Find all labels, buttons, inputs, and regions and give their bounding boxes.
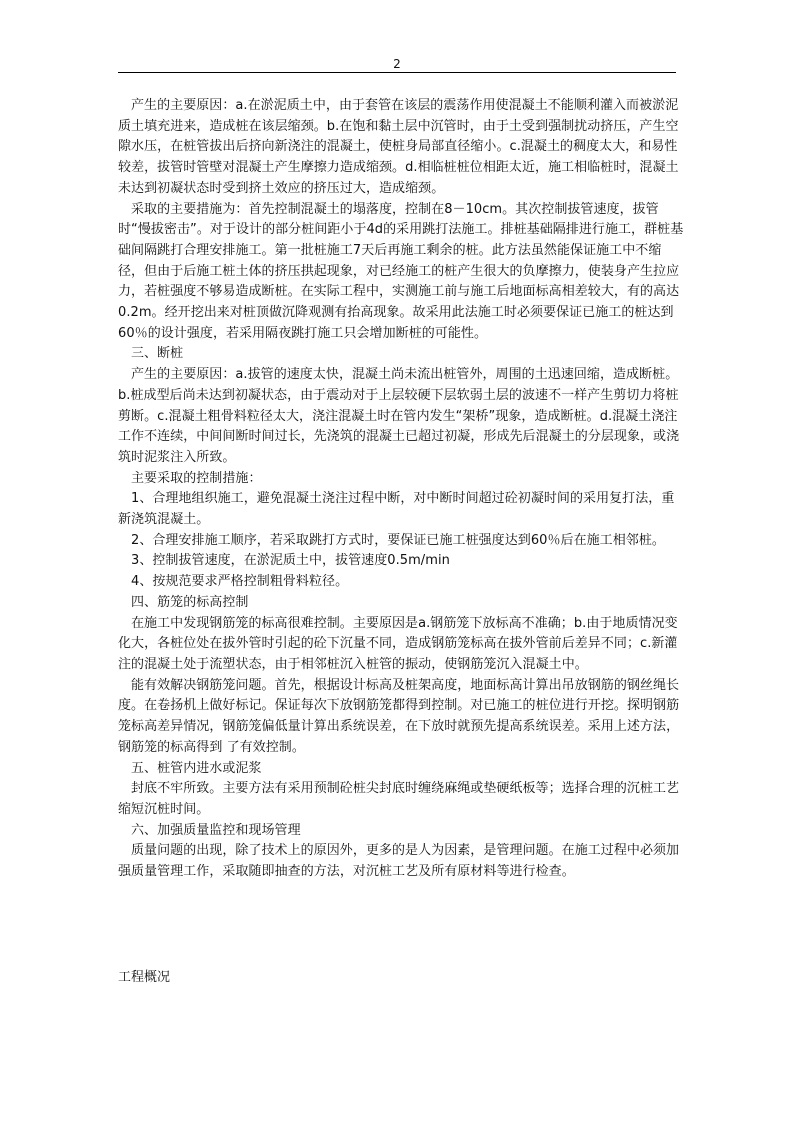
list-item-measure-2: 2、合理安排施工顺序，若采取跳打方式时，要保证已施工桩强度达到60％后在施工相邻桩。: [131, 532, 665, 548]
section-heading-water-mud: 五、桩管内进水或泥浆: [131, 760, 262, 776]
section-heading-quality-management: 六、加强质量监控和现场管理: [131, 822, 301, 838]
paragraph-control-measures-title: 主要采取的控制措施：: [131, 470, 262, 486]
paragraph-cause-broken-pile: 产生的主要原因：a.拔管的速度太快，混凝土尚未流出桩管外，周围的土迅速回缩，造成断桩。b.桩成型后尚未达到初凝状态，由于震动对于上层较硬下层软弱土层的波速不一样产生剪切力将桩剪断。c.混凝土粗骨料粒径太大，浇注混凝土时在管内发生“架桥”现象，造成断桩。d.混凝土浇注工作不连续，中间间断时间过长，先浇筑的混凝土已超过初凝，形成先后混凝土的分层现象，或浇筑时泥浆注入所致。: [118, 367, 680, 465]
list-item-measure-1: 1、合理地组织施工，避免混凝土浇注过程中断，对中断时间超过砼初凝时间的采用复打法，重新浇筑混凝土。: [118, 491, 675, 528]
list-item-measure-4: 4、按规范要求严格控制粗骨料粒径。: [131, 574, 349, 590]
list-item-measure-3: 3、控制拔管速度，在淤泥质土中，拔管速度0.5m/min: [131, 553, 450, 569]
footer-heading: 工程概况: [118, 970, 171, 985]
paragraph-cage-elevation-solution: 能有效解决钢筋笼问题。首先，根据设计标高及桩架高度，地面标高计算出吊放钢筋的钢丝绳长度。在卷扬机上做好标记。保证每次下放钢筋笼都得到控制。对已施工的桩位进行开挖。探明钢筋笼标高差异情况，钢筋笼偏低量计算出系统误差，在下放时就预先提高系统误差。采用上述方法，钢筋笼的标高得到 了有效控制。: [118, 677, 680, 755]
paragraph-cause-necking: 产生的主要原因：a.在淤泥质土中，由于套管在该层的震荡作用使混凝土不能顺利灌入而被淤泥质土填充进来，造成桩在该层缩颈。b.在饱和黏土层中沉管时，由于土受到强制扰动挤压，产生空隙水压，在桩管拔出后挤向新浇注的混凝土，使桩身局部直径缩小。c.混凝土的稠度太大，和易性较差，拔管时管壁对混凝土产生摩擦力造成缩颈。d.相临桩桩位相距太近，施工相临桩时，混凝土未达到初凝状态时受到挤土效应的挤压过大，造成缩颈。: [118, 98, 679, 196]
paragraph-cage-elevation-cause: 在施工中发现钢筋笼的标高很难控制。主要原因是a.钢筋笼下放标高不准确；b.由于地质情况变化大，各桩位处在拔外管时引起的砼下沉量不同，造成钢筋笼标高在拔外管前后差异不同；c.新灌注的混凝土处于流塑状态，由于相邻桩沉入桩管的振动，使钢筋笼沉入混凝土中。: [118, 615, 678, 672]
section-heading-cage-elevation: 四、筋笼的标高控制: [131, 594, 249, 610]
section-heading-broken-pile: 三、断桩: [131, 346, 184, 362]
paragraph-measures-necking: 采取的主要措施为：首先控制混凝土的塌落度，控制在8－10cm。其次控制拔管速度，拔管时“慢拔密击”。对于设计的部分桩间距小于4d的采用跳打法施工。排桩基础隔排进行施工，群桩基础间隔跳打合理安排施工。第一批桩施工7天后再施工剩余的桩。此方法虽然能保证施工中不缩径，但由于后施工桩土体的挤压拱起现象，对已经施工的桩产生很大的负摩擦力，使装身产生拉应力，若桩强度不够易造成断桩。在实际工程中，实测施工前与施工后地面标高相差较大，有的高达0.2m。经开挖出来对桩顶做沉降观测有抬高现象。故采用此法施工时必须要保证已施工的桩达到60％的设计强度，若采用隔夜跳打施工只会增加断桩的可能性。: [118, 201, 684, 341]
body-text: [118, 96, 684, 883]
paragraph-quality-management: 质量问题的出现，除了技术上的原因外，更多的是人为因素，是管理问题。在施工过程中必须加强质量管理工作，采取随即抽查的方法，对沉桩工艺及所有原材料等进行检查。: [118, 843, 680, 880]
header-rule: [118, 72, 676, 73]
page-number: 2: [393, 57, 401, 71]
paragraph-water-mud: 封底不牢所致。主要方法有采用预制砼桩尖封底时缠绕麻绳或垫硬纸板等；选择合理的沉桩工艺缩短沉桩时间。: [118, 781, 680, 817]
